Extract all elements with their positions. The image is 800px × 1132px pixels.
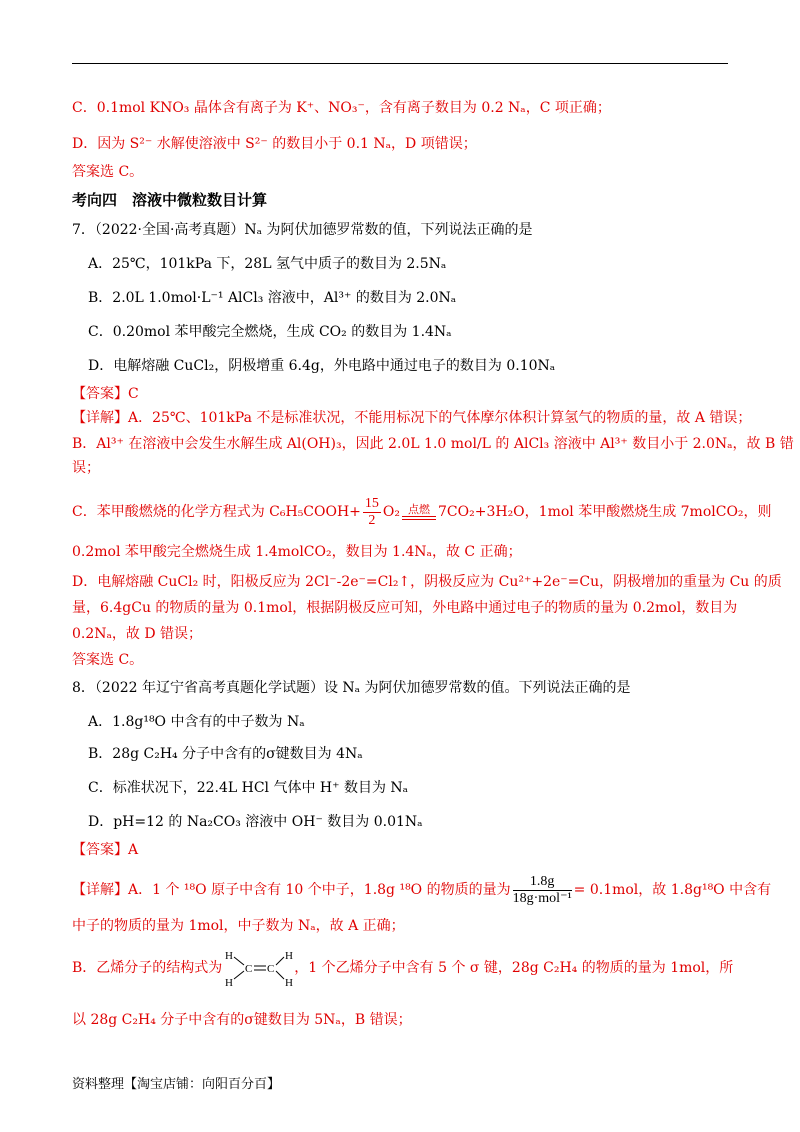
atom-c: C [267,963,275,975]
question-7-explanation-b-cont: 误； [72,460,100,476]
question-8-stem: 8．（2022 年辽宁省高考真题化学试题）设 Nₐ 为阿伏加德罗常数的值。下列说法正确的是 [72,680,631,696]
question-8-explanation-a-cont: 中子的物质的量为 1mol，中子数为 Nₐ，故 A 正确； [72,918,405,934]
prev-option-d-explanation: D．因为 S²⁻ 水解使溶液中 S²⁻ 的数目小于 0.1 Nₐ，D 项错误； [72,136,477,152]
question-8-option-d: D．pH=12 的 Na₂CO₃ 溶液中 OH⁻ 数目为 0.01Nₐ [88,814,423,830]
atom-c: C [245,963,253,975]
fraction-15-2: $\frac{15}{2}$ [364,495,379,528]
atom-h: H [225,977,234,988]
equation-suffix: 7CO₂+3H₂O，1mol 苯甲酸燃烧生成 7molCO₂，则 [438,504,772,520]
question-7-stem: 7．（2022·全国·高考真题）Nₐ 为阿伏加德罗常数的值，下列说法正确的是 [72,222,533,238]
question-7-option-c: C．0.20mol 苯甲酸完全燃烧，生成 CO₂ 的数目为 1.4Nₐ [88,324,452,340]
question-7-explanation-d-cont2: 0.2Nₐ，故 D 错误； [72,626,203,642]
section-heading: 考向四 溶液中微粒数目计算 [72,191,268,209]
question-7-final-answer: 答案选 C。 [72,652,144,668]
question-8-option-a: A．1.8g¹⁸O 中含有的中子数为 Nₐ [88,714,305,730]
question-7-explanation-a: 【详解】A．25℃、101kPa 不是标准状况，不能用标况下的气体摩尔体积计算氢气的物质的量，故 A 错误； [72,410,752,426]
question-7-explanation-c [72,492,772,532]
prev-option-c-explanation: C．0.1mol KNO₃ 晶体含有离子为 K⁺、NO₃⁻，含有离子数目为 0.2 Nₐ，C 项正确； [72,100,611,116]
question-8-option-c: C．标准状况下，22.4L HCl 气体中 H⁺ 数目为 Nₐ [88,780,409,796]
header-rule [72,63,728,64]
atom-h: H [285,977,294,988]
equation-prefix: C．苯甲酸燃烧的化学方程式为 C₆H₅COOH+ [72,504,361,520]
question-8-explanation-a: 【详解】A．1 个 ¹⁸O 原子中含有 10 个中子，1.8g ¹⁸O 的物质的量为 $\frac{1.8g}{\text{18g·mol⁻¹}}$ = 0.1mol，故 1.8g¹⁸O 中含有 [72,873,772,906]
question-8-explanation-b-cont: 以 28g C₂H₄ 分子中含有的σ键数目为 5Nₐ，B 错误； [72,1012,412,1028]
question-8-option-b: B．28g C₂H₄ 分子中含有的σ键数目为 4Nₐ [88,746,363,762]
reaction-arrow [402,504,436,520]
equation-o2: O₂ [382,504,401,520]
question-7-option-b: B．2.0L 1.0mol·L⁻¹ AlCl₃ 溶液中，Al³⁺ 的数目为 2.0Nₐ [88,290,457,306]
atom-h: H [225,950,234,962]
ethylene-structure-diagram [222,948,294,988]
question-7-explanation-d: D．电解熔融 CuCl₂ 时，阳极反应为 2Cl⁻-2e⁻=Cl₂↑，阴极反应为 Cu²⁺+2e⁻=Cu，阴极增加的重量为 Cu 的质 [72,574,782,590]
question-7-option-a: A．25℃，101kPa 下，28L 氢气中质子的数目为 2.5Nₐ [88,256,447,272]
prev-answer: 答案选 C。 [72,164,144,180]
atom-h: H [285,950,294,962]
question-7-explanation-c-cont: 0.2mol 苯甲酸完全燃烧生成 1.4molCO₂，数目为 1.4Nₐ，故 C 正确； [72,544,522,560]
question-7-option-d: D．电解熔融 CuCl₂，阴极增重 6.4g，外电路中通过电子的数目为 0.10Nₐ [88,358,556,374]
question-8-answer: 【答案】A [72,842,139,858]
question-7-explanation-d-cont1: 量，6.4gCu 的物质的量为 0.1mol，根据阴极反应可知，外电路中通过电子的物质的量为 0.2mol，数目为 [72,600,738,616]
fraction-moles: $\frac{1.8g}{\text{18g·mol⁻¹}}$ [512,873,572,906]
footer-source: 资料整理【淘宝店铺：向阳百分百】 [72,1077,281,1092]
question-7-explanation-b: B．Al³⁺ 在溶液中会发生水解生成 Al(OH)₃，因此 2.0L 1.0 mol/L 的 AlCl₃ 溶液中 Al³⁺ 数目小于 2.0Nₐ，故 B 错 [72,436,794,452]
reaction-condition: 点燃 [408,503,431,516]
question-7-answer: 【答案】C [72,386,139,402]
question-8-explanation-b: B．乙烯分子的结构式为 H H C C H H ，1 个乙烯分子中含有 5 个 σ 键，28g C₂H₄ 的物质的量为 1mol，所 [72,950,734,988]
